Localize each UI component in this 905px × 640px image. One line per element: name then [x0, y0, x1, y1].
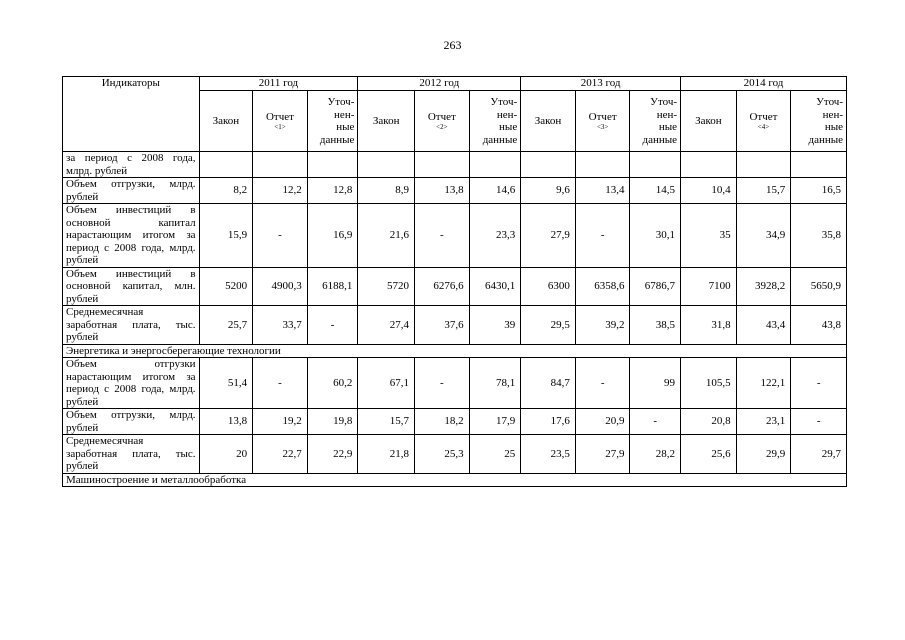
subheader-otchet	[415, 91, 470, 152]
value-cell: 10,4	[681, 178, 737, 204]
indicator-label: Объем инвестиций в основной капитал, млн. рублей	[63, 267, 200, 306]
indicator-label: за период с 2008 года, млрд. рублей	[63, 152, 200, 178]
subheader-line: ные	[824, 121, 843, 133]
subheader-line: данные	[642, 133, 678, 146]
table-row	[63, 435, 847, 474]
subheader-otchet	[736, 91, 791, 152]
value-cell: 16,5	[791, 178, 847, 204]
value-cell: 27,4	[358, 306, 415, 345]
value-cell: 5650,9	[791, 267, 847, 306]
subheader-utochnennye	[630, 91, 681, 152]
section-title: Энергетика и энергосберегающие технологии	[63, 344, 847, 358]
value-cell	[199, 152, 253, 178]
subheader-line: ные	[658, 121, 678, 133]
value-cell: 22,9	[307, 435, 358, 474]
subheader-line: Уточ-	[327, 96, 355, 108]
value-cell: -	[415, 358, 470, 409]
subheader-utochnennye	[469, 91, 521, 152]
footnote-ref: <1>	[274, 123, 286, 132]
indicator-label: Среднемесячная заработная плата, тыс. рублей	[63, 435, 200, 474]
value-cell: 25,7	[199, 306, 253, 345]
value-cell	[469, 152, 521, 178]
value-cell: 23,5	[521, 435, 576, 474]
value-cell: 35	[681, 204, 737, 268]
value-cell: -	[575, 204, 630, 268]
value-cell: 8,2	[199, 178, 253, 204]
value-cell: 29,5	[521, 306, 576, 345]
value-cell: 23,3	[469, 204, 521, 268]
indicator-label: Объем отгрузки, млрд. рублей	[63, 178, 200, 204]
section-row	[63, 473, 847, 487]
subheader-zakon: Закон	[681, 91, 737, 152]
footnote-ref: <4>	[757, 123, 770, 132]
value-cell: 22,7	[253, 435, 308, 474]
page-number: 263	[443, 38, 462, 52]
value-cell: 13,8	[415, 178, 470, 204]
value-cell: 6188,1	[307, 267, 358, 306]
value-cell: 19,8	[307, 409, 358, 435]
indicator-header: Индикаторы	[63, 77, 200, 152]
value-cell	[736, 152, 791, 178]
value-cell: 122,1	[736, 358, 791, 409]
value-cell: 9,6	[521, 178, 576, 204]
value-cell: 3928,2	[736, 267, 791, 306]
table-body	[63, 152, 847, 487]
indicator-label: Объем отгрузки нарастающим итогом за период с 2008 года, млрд. рублей	[63, 358, 200, 409]
value-cell: -	[630, 409, 681, 435]
subheader-line: данные	[482, 133, 518, 146]
value-cell: 29,9	[736, 435, 791, 474]
value-cell: -	[415, 204, 470, 268]
subheader-line: нен-	[334, 108, 355, 121]
value-cell: -	[307, 306, 358, 345]
value-cell: 27,9	[521, 204, 576, 268]
value-cell: -	[253, 204, 308, 268]
year-header: 2013 год	[521, 77, 681, 91]
subheader-utochnennye	[791, 91, 847, 152]
value-cell: 105,5	[681, 358, 737, 409]
value-cell: 6786,7	[630, 267, 681, 306]
value-cell	[791, 152, 847, 178]
indicators-table	[62, 76, 847, 487]
table-row	[63, 306, 847, 345]
subheader-zakon: Закон	[199, 91, 253, 152]
value-cell: 5720	[358, 267, 415, 306]
subheader-zakon: Закон	[521, 91, 576, 152]
value-cell	[307, 152, 358, 178]
indicator-label: Объем отгрузки, млрд. рублей	[63, 409, 200, 435]
otchet-label: Отчет	[749, 110, 778, 123]
value-cell: 15,9	[199, 204, 253, 268]
section-row	[63, 344, 847, 358]
value-cell: 39,2	[575, 306, 630, 345]
value-cell	[358, 152, 415, 178]
value-cell: -	[575, 358, 630, 409]
subheader-zakon: Закон	[358, 91, 415, 152]
value-cell: 14,5	[630, 178, 681, 204]
value-cell: 25,6	[681, 435, 737, 474]
year-header: 2014 год	[681, 77, 847, 91]
value-cell: 38,5	[630, 306, 681, 345]
value-cell: 20,8	[681, 409, 737, 435]
otchet-label: Отчет	[427, 110, 456, 123]
value-cell: 13,8	[199, 409, 253, 435]
value-cell: 39	[469, 306, 521, 345]
subheader-line: нен-	[822, 108, 843, 121]
indicator-label: Среднемесячная заработная плата, тыс. рублей	[63, 306, 200, 345]
value-cell: 20	[199, 435, 253, 474]
value-cell	[415, 152, 470, 178]
value-cell: 7100	[681, 267, 737, 306]
value-cell: 34,9	[736, 204, 791, 268]
value-cell: 6300	[521, 267, 576, 306]
year-header: 2011 год	[199, 77, 358, 91]
footnote-ref: <3>	[596, 123, 609, 132]
subheader-otchet	[253, 91, 308, 152]
value-cell: 15,7	[736, 178, 791, 204]
footnote-ref: <2>	[436, 123, 448, 132]
value-cell: 23,1	[736, 409, 791, 435]
value-cell	[521, 152, 576, 178]
value-cell: 43,4	[736, 306, 791, 345]
value-cell: 28,2	[630, 435, 681, 474]
value-cell: 4900,3	[253, 267, 308, 306]
value-cell: 43,8	[791, 306, 847, 345]
value-cell: -	[791, 358, 847, 409]
value-cell: 21,6	[358, 204, 415, 268]
indicator-label: Объем инвестиций в основной капитал нарастающим итогом за период с 2008 года, млрд. рублей	[63, 204, 200, 268]
value-cell: 27,9	[575, 435, 630, 474]
value-cell: 16,9	[307, 204, 358, 268]
value-cell	[630, 152, 681, 178]
value-cell: 25	[469, 435, 521, 474]
value-cell: 18,2	[415, 409, 470, 435]
value-cell: 99	[630, 358, 681, 409]
value-cell: 12,8	[307, 178, 358, 204]
value-cell: 17,6	[521, 409, 576, 435]
value-cell: 5200	[199, 267, 253, 306]
value-cell: 67,1	[358, 358, 415, 409]
subheader-line: Уточ-	[490, 96, 518, 108]
value-cell	[575, 152, 630, 178]
value-cell: 31,8	[681, 306, 737, 345]
value-cell: 17,9	[469, 409, 521, 435]
value-cell: 20,9	[575, 409, 630, 435]
subheader-line: Уточ-	[816, 96, 843, 108]
year-header: 2012 год	[358, 77, 521, 91]
value-cell: 6358,6	[575, 267, 630, 306]
table-row	[63, 267, 847, 306]
otchet-label: Отчет	[265, 110, 294, 123]
table-row	[63, 358, 847, 409]
value-cell	[253, 152, 308, 178]
table-row	[63, 152, 847, 178]
section-title: Машиностроение и металлообработка	[63, 473, 847, 487]
subheader-otchet	[575, 91, 630, 152]
value-cell	[681, 152, 737, 178]
value-cell: 78,1	[469, 358, 521, 409]
subheader-utochnennye	[307, 91, 358, 152]
subheader-line: Уточ-	[650, 96, 678, 108]
value-cell: -	[253, 358, 308, 409]
subheader-line: ные	[499, 121, 518, 133]
value-cell: 25,3	[415, 435, 470, 474]
table-row	[63, 204, 847, 268]
value-cell: 6276,6	[415, 267, 470, 306]
value-cell: 8,9	[358, 178, 415, 204]
subheader-line: нен-	[656, 108, 678, 121]
year-header-row	[63, 77, 847, 91]
value-cell: 84,7	[521, 358, 576, 409]
table-row	[63, 178, 847, 204]
value-cell: 6430,1	[469, 267, 521, 306]
value-cell: 30,1	[630, 204, 681, 268]
subheader-line: нен-	[496, 108, 518, 121]
subheader-line: данные	[319, 133, 355, 146]
value-cell: 51,4	[199, 358, 253, 409]
value-cell: 19,2	[253, 409, 308, 435]
table-row	[63, 409, 847, 435]
value-cell: 12,2	[253, 178, 308, 204]
value-cell: 37,6	[415, 306, 470, 345]
otchet-label: Отчет	[588, 110, 617, 123]
subheader-line: ные	[336, 121, 355, 133]
value-cell: 35,8	[791, 204, 847, 268]
subheader-line: данные	[808, 133, 843, 146]
value-cell: 15,7	[358, 409, 415, 435]
value-cell: 33,7	[253, 306, 308, 345]
value-cell: 29,7	[791, 435, 847, 474]
value-cell: 13,4	[575, 178, 630, 204]
value-cell: 14,6	[469, 178, 521, 204]
value-cell: 60,2	[307, 358, 358, 409]
value-cell: 21,8	[358, 435, 415, 474]
value-cell: -	[791, 409, 847, 435]
